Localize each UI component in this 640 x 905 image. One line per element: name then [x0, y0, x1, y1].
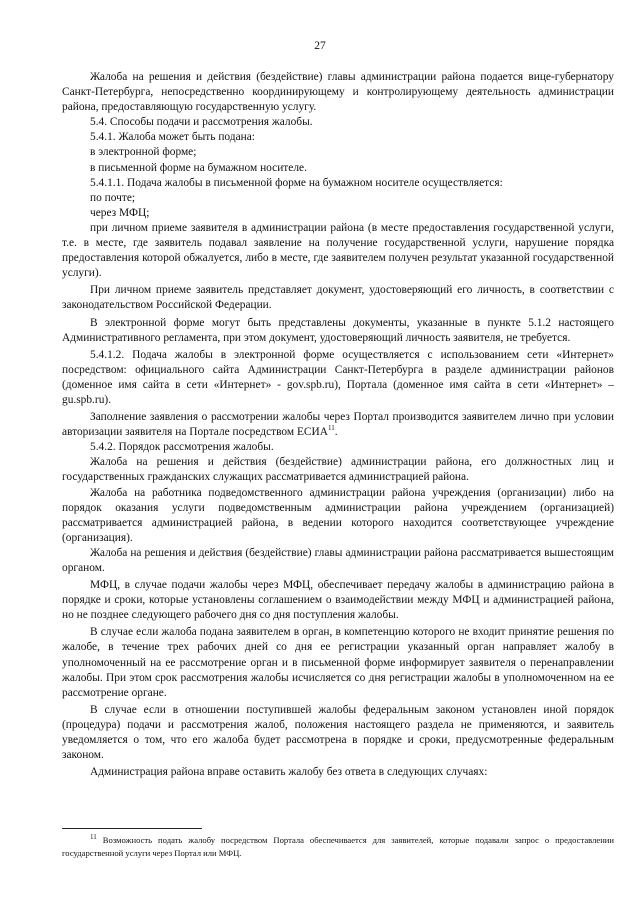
- sentence-end: .: [334, 426, 338, 439]
- paragraph-text: Заполнение заявления о рассмотрении жалобы через Портал производится заявителем лично при условии авторизации заявителя на Портале посредством ЕСИА: [62, 411, 614, 439]
- paragraph: В электронной форме могут быть представлены документы, указанные в пункте 5.1.2 настоящего Административного регламента, при этом документ, удостоверяющий личность заявителя, не требуется.: [62, 316, 614, 344]
- paragraph: МФЦ, в случае подачи жалобы через МФЦ, обеспечивает передачу жалобы в администрацию района в порядке и сроки, которые установлены соглашением о взаимодействии между МФЦ и администрацией района, но не позднее следующего рабочего дня со дня поступления жалобы.: [62, 579, 614, 622]
- paragraph: Жалоба на работника подведомственного администрации района учреждения (организации) либо на порядок оказания услуги подведомственным администрации района учреждением (организацией) рассматривается администрацией района, в ведении которого находится соответствующее учреждение (организация).: [62, 486, 614, 544]
- list-item: по почте;: [90, 191, 136, 204]
- paragraph: при личном приеме заявителя в администрации района (в месте предоставления государственной услуги, т.е. в месте, где заявитель подавал заявление на получение государственной услуги, нарушение порядка предоставления которой обжалуется, либо в месте, где заявителем получен результат указанной государственной услуги).: [62, 221, 614, 280]
- paragraph-with-footnote: [62, 410, 614, 440]
- paragraph: В случае если в отношении поступившей жалобы федеральным законом установлен иной порядок (процедура) подачи и рассмотрения жалоб, положения настоящего раздела не применяются, и заявитель уведомляется о том, что его жалоба будет рассмотрена в порядке и сроки, предусмотренные федеральным законом.: [62, 703, 614, 762]
- paragraph: Жалоба на решения и действия (бездействие) главы администрации района подается вице-губернатору Санкт-Петербурга, непосредственно координирующему и контролирующему деятельность администрации района, предоставляющую государственную услугу.: [62, 71, 614, 114]
- paragraph: 5.4.1.2. Подача жалобы в электронной форме осуществляется с использованием сети «Интернет» посредством: официального сайта Администрации Санкт-Петербурга в разделе администрации районов (доменное имя сайта в сети «Интернет» - gov.spb.ru), Портала (доменное имя сайта в сети «Интернет» – gu.spb.ru).: [62, 348, 614, 406]
- footnote: [62, 834, 614, 859]
- list-item: в письменной форме на бумажном носителе.: [90, 161, 307, 174]
- footnote-text: Возможность подать жалобу посредством Портала обеспечивается для заявителей, которые подавали запрос о предоставлении государственной услуги через Портал или МФЦ.: [62, 835, 614, 858]
- paragraph: 5.4.1. Жалоба может быть подана:: [90, 131, 255, 144]
- section-heading: 5.4. Способы подачи и рассмотрения жалобы.: [90, 116, 313, 129]
- footnote-marker: 11: [90, 833, 97, 842]
- paragraph: Жалоба на решения и действия (бездействие) главы администрации района рассматривается вышестоящим органом.: [62, 546, 614, 574]
- footnote-reference: 11: [327, 424, 335, 433]
- list-item: в электронной форме;: [90, 146, 197, 159]
- section-heading: 5.4.2. Порядок рассмотрения жалобы.: [90, 441, 274, 454]
- paragraph: 5.4.1.1. Подача жалобы в письменной форме на бумажном носителе осуществляется:: [90, 176, 503, 189]
- footnote-separator: [62, 828, 202, 829]
- page-number: 27: [314, 40, 326, 52]
- paragraph: В случае если жалоба подана заявителем в орган, в компетенцию которого не входит принятие решения по жалобе, в течение трех рабочих дней со дня ее регистрации указанный орган направляет жалобу в уполномоченный на ее рассмотрение орган и в письменной форме информирует заявителя о перенаправлении жалобы. При этом срок рассмотрения жалобы исчисляется со дня регистрации жалобы в уполномоченном на ее рассмотрение органе.: [62, 626, 614, 699]
- paragraph: Администрация района вправе оставить жалобу без ответа в следующих случаях:: [90, 766, 488, 779]
- paragraph: При личном приеме заявитель представляет документ, удостоверяющий его личность, в соответствии с законодательством Российской Федерации.: [62, 284, 614, 312]
- list-item: через МФЦ;: [90, 206, 150, 219]
- paragraph: Жалоба на решения и действия (бездействие) администрации района, его должностных лиц и государственных гражданских служащих рассматривается администрацией района.: [62, 456, 614, 484]
- document-body: [62, 70, 614, 780]
